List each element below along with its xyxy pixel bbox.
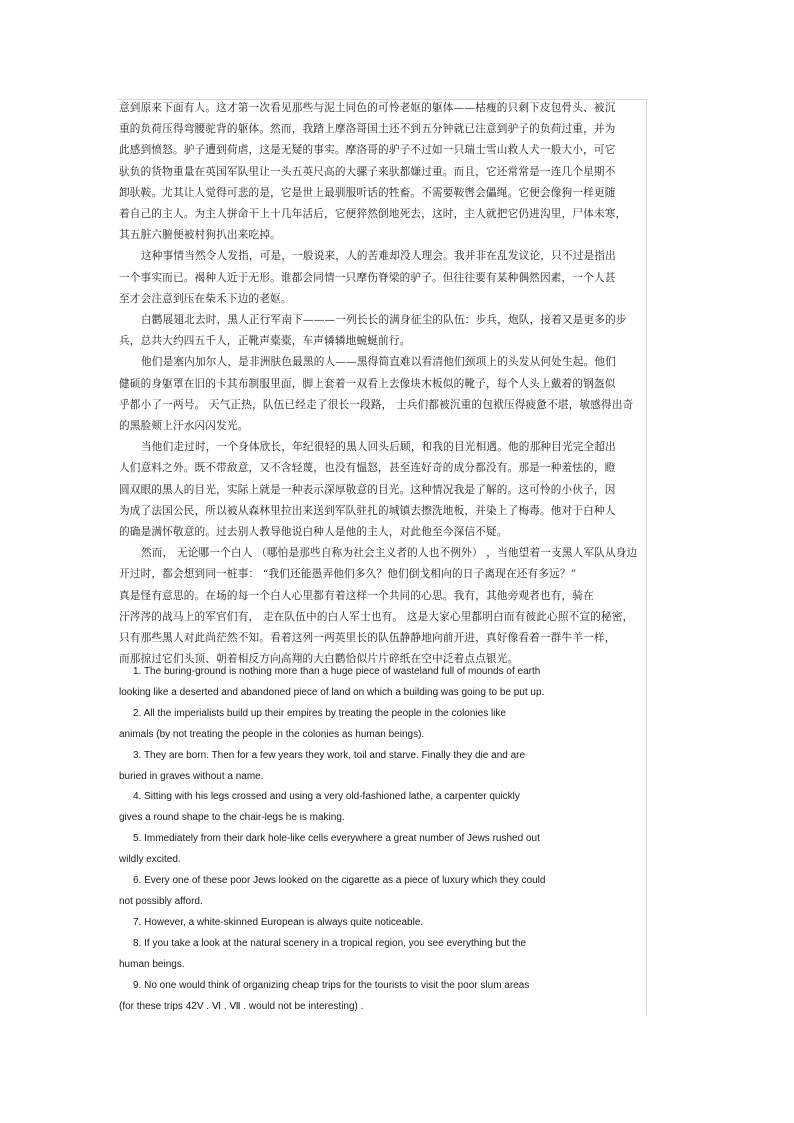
text-line: 人们意料之外。既不带敌意，又不含轻蔑，也没有愠怒，甚至连好奇的成分都没有。那是一种羞怯的，瞪: [119, 462, 616, 475]
chinese-paragraph: [119, 437, 659, 543]
text-line: 健硕的身躯罩在旧的卡其布制服里面，脚上套着一双看上去像块木板似的靴子，每个人头上戴着的钢盔似: [119, 377, 616, 390]
text-line: 只有那些黑人对此尚茫然不知。看着这列一两英里长的队伍静静地向前开进，真好像看着一群牛羊一样，: [119, 632, 616, 645]
text-line: 然而， 无论哪一个白人 （哪怕是那些自称为社会主义者的人也不例外） ，当他望着一支黑人军队从身边: [141, 547, 638, 560]
text-line: 2. All the imperialists build up their empires by treating the people in the colonies like: [133, 707, 506, 719]
text-line: 兵，总共大约四五千人，正靴声橐橐，车声辚辚地蜿蜒前行。: [119, 335, 411, 348]
text-line: 为成了法国公民，所以被从森林里拉出来送到军队驻扎的城镇去擦洗地板，并染上了梅毒。他对于白种人: [119, 504, 616, 517]
english-sentence: [119, 746, 659, 788]
text-line: 驮负的货物重量在英国军队里让一头五英尺高的大骡子来驮都嫌过重。而且，它还常常是一连几个星期不: [119, 165, 616, 178]
text-line: 6. Every one of these poor Jews looked on the cigarette as a piece of luxury which they could: [133, 875, 546, 887]
english-sentence: [119, 976, 659, 1018]
text-line: not possibly afford.: [119, 895, 203, 907]
text-line: 7. However, a white-skinned European is always quite noticeable.: [133, 916, 424, 928]
text-line: 真是怪有意思的。在场的每一个白人心里都有着这样一个共同的心思。我有，其他旁观者也有，骑在: [119, 589, 594, 602]
chinese-paragraph: [119, 543, 659, 585]
english-sentence: [119, 913, 659, 934]
text-line: 圆双眼的黑人的目光，实际上就是一种表示深厚敬意的目光。这种情况我是了解的。这可怜的小伙子，因: [119, 483, 616, 496]
chinese-paragraph: [119, 98, 659, 246]
text-line: 4. Sitting with his legs crossed and using a very old-fashioned lathe, a carpenter quickly: [133, 791, 520, 803]
text-line: human beings.: [119, 958, 185, 970]
text-line: wildly excited.: [119, 854, 181, 866]
text-line: 其五脏六腑便被村狗扒出来吃掉。: [119, 229, 281, 242]
english-sentence: [119, 871, 659, 913]
text-line: animals (by not treating the people in the colonies as human beings).: [119, 728, 425, 740]
text-line: 当他们走过时，一个身体欣长，年纪很轻的黑人回头后顾，和我的目光相遇。他的那种目光完全超出: [141, 441, 616, 454]
text-line: 而那掠过它们头顶、朝着相反方向高翔的大白鹳恰似片片碎纸在空中泛着点点银光。: [119, 653, 519, 666]
text-line: 重的负荷压得弯腰驼背的躯体。然而，我踏上摩洛哥国土还不到五分钟就已注意到驴子的负荷过重，并为: [119, 123, 616, 136]
english-sentence: [119, 934, 659, 976]
text-line: 他们是塞内加尔人，是非洲肤色最黑的人——黑得简直难以看清他们颈项上的头发从何处生起。他们: [141, 356, 616, 369]
text-line: looking like a deserted and abandoned piece of land on which a building was going to be put up.: [119, 686, 545, 698]
english-sentence: [119, 704, 659, 746]
chinese-paragraph: [119, 352, 659, 437]
chinese-paragraph: [119, 310, 659, 352]
text-line: 5. Immediately from their dark hole-like cells everywhere a great number of Jews rushed out: [133, 833, 540, 845]
text-line: 着自己的主人。为主人拼命干上十几年活后，它便猝然倒地死去，这时，主人就把它仍进沟里，尸体未寒，: [119, 208, 627, 221]
text-line: 3. They are born. Then for a few years they work, toil and starve. Finally they die and are: [133, 749, 526, 761]
text-line: 一个事实而已。褐种人近于无形。谁都会同情一只摩伤脊梁的驴子。但往往要有某种偶然因素，一个人甚: [119, 271, 616, 284]
english-sentence: [119, 787, 659, 829]
text-line: 意到原来下面有人。这才第一次看见那些与泥土同色的可怜老妪的躯体——枯瘦的只剩下皮包骨头、被沉: [119, 102, 616, 114]
english-sentence-list: [119, 662, 659, 1017]
chinese-paragraph: [119, 246, 659, 310]
text-line: buried in graves without a name.: [119, 770, 264, 782]
text-line: 白鹳展翅北去时，黑人正行军南下———一列长长的满身征尘的队伍：步兵，炮队，接着又是更多的步: [141, 314, 627, 327]
text-line: (for these trips 42V . Ⅵ . Ⅶ . would not be interesting) .: [119, 1000, 364, 1012]
text-line: 的确是满怀敬意的。过去别人教导他说白种人是他的主人，对此他至今深信不疑。: [119, 526, 508, 539]
text-line: 汗涔涔的战马上的军官们有， 走在队伍中的白人军士也有。 这是大家心里都明白而有彼此心照不宣的秘密，: [119, 610, 634, 623]
english-sentence: [119, 662, 659, 704]
chinese-translation-text: [119, 98, 659, 670]
text-line: 8. If you take a look at the natural scenery in a tropical region, you see everything but the: [133, 937, 527, 949]
text-line: 开过时，都会想到同一桩事： “我们还能愚弄他们多久？他们倒戈相向的日子离现在还有多远？”: [119, 568, 577, 581]
text-line: 这种事情当然令人发指，可是，一般说来，人的苦难却没人理会。我并非在乱发议论，只不过是指出: [141, 250, 616, 263]
text-line: 此感到愤怒。驴子遭到荷虐，这是无疑的事实。摩洛哥的驴子不过如一只瑞士雪山救人犬一般大小，可它: [119, 144, 616, 157]
text-line: 卸驮鞍。尤其让人觉得可悲的是，它是世上最驯服听话的牲畜。不需要鞍辔会儡绳。它便会像狗一样更随: [119, 186, 616, 199]
text-line: 1. The buring-ground is nothing more than a huge piece of wasteland full of mounds of earth: [133, 666, 541, 677]
english-sentence: [119, 829, 659, 871]
chinese-paragraph: [119, 586, 659, 671]
text-line: 9. No one would think of organizing cheap trips for the tourists to visit the poor slum areas: [133, 979, 530, 991]
text-line: 至才会注意到压在柴禾下边的老妪。: [119, 292, 292, 305]
text-line: gives a round shape to the chair-legs he is making.: [119, 812, 345, 824]
text-line: 乎都小了一两号。 天气正热，队伍已经走了很长一段路， 士兵们都被沉重的包袱压得疲惫不堪，敏感得出奇: [119, 398, 634, 411]
text-line: 的黑脸颊上汗水闪闪发光。: [119, 420, 249, 433]
